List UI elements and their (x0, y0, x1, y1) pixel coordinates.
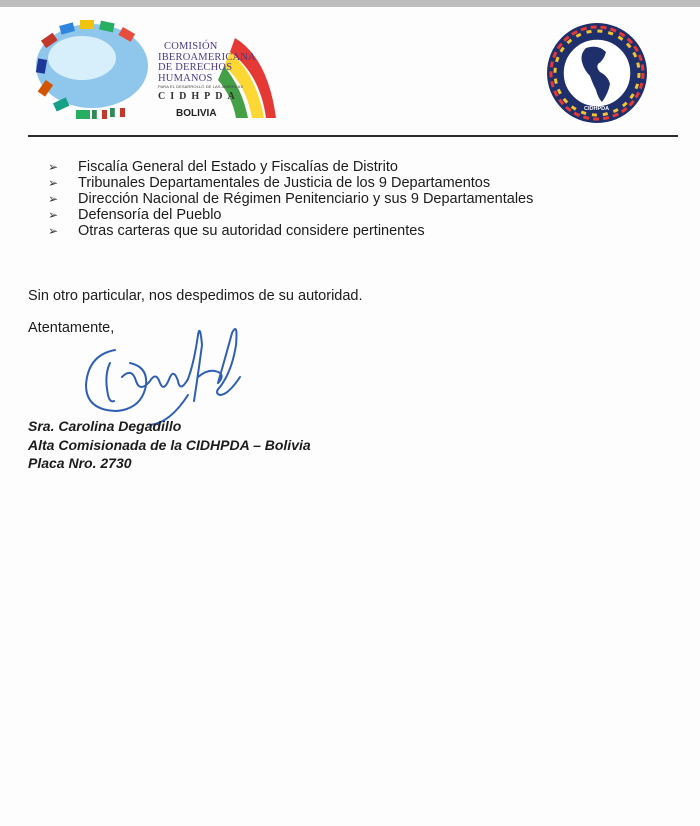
seal-label: CIDHPDA (584, 106, 610, 112)
salutation-text: Atentamente, (28, 320, 115, 336)
list-item: ➢ Tribunales Departamentales de Justicia de los 9 Departamentos (48, 175, 491, 191)
org-name-line: IBEROAMERICANA (158, 51, 256, 63)
org-acronym: CIDHPDA (158, 91, 240, 102)
arrow-bullet-icon: ➢ (48, 160, 59, 174)
org-tagline: PARA EL DESARROLLO DE LAS AMÉRICAS (158, 84, 244, 89)
list-item: ➢ Defensoría del Pueblo (48, 207, 222, 223)
arrow-bullet-icon: ➢ (48, 224, 59, 238)
signatory-block (28, 417, 311, 473)
list-item: ➢ Dirección Nacional de Régimen Penitenciario y sus 9 Departamentales (48, 191, 534, 207)
arrow-bullet-icon: ➢ (48, 208, 59, 222)
signatory-name: Sra. Carolina Degadillo (28, 418, 182, 434)
org-name-line: HUMANOS (158, 72, 213, 84)
recipient-list (48, 159, 533, 239)
org-name-line: COMISIÓN (164, 41, 218, 52)
top-border (0, 0, 700, 7)
list-item: ➢ Fiscalía General del Estado y Fiscalías de Distrito (48, 159, 398, 175)
org-country: BOLIVIA (176, 108, 217, 119)
signatory-badge: Placa Nro. 2730 (28, 455, 132, 471)
header-divider (28, 135, 678, 137)
farewell-text: Sin otro particular, nos despedimos de su autoridad. (28, 288, 363, 304)
list-item: ➢ Otras carteras que su autoridad considere pertinentes (48, 223, 425, 239)
arrow-bullet-icon: ➢ (48, 192, 59, 206)
handwritten-signature (70, 315, 270, 430)
org-name (158, 42, 278, 84)
arrow-bullet-icon: ➢ (48, 176, 59, 190)
signatory-title: Alta Comisionada de la CIDHPDA – Bolivia (28, 436, 311, 453)
org-name-line: DE DERECHOS (158, 62, 233, 73)
